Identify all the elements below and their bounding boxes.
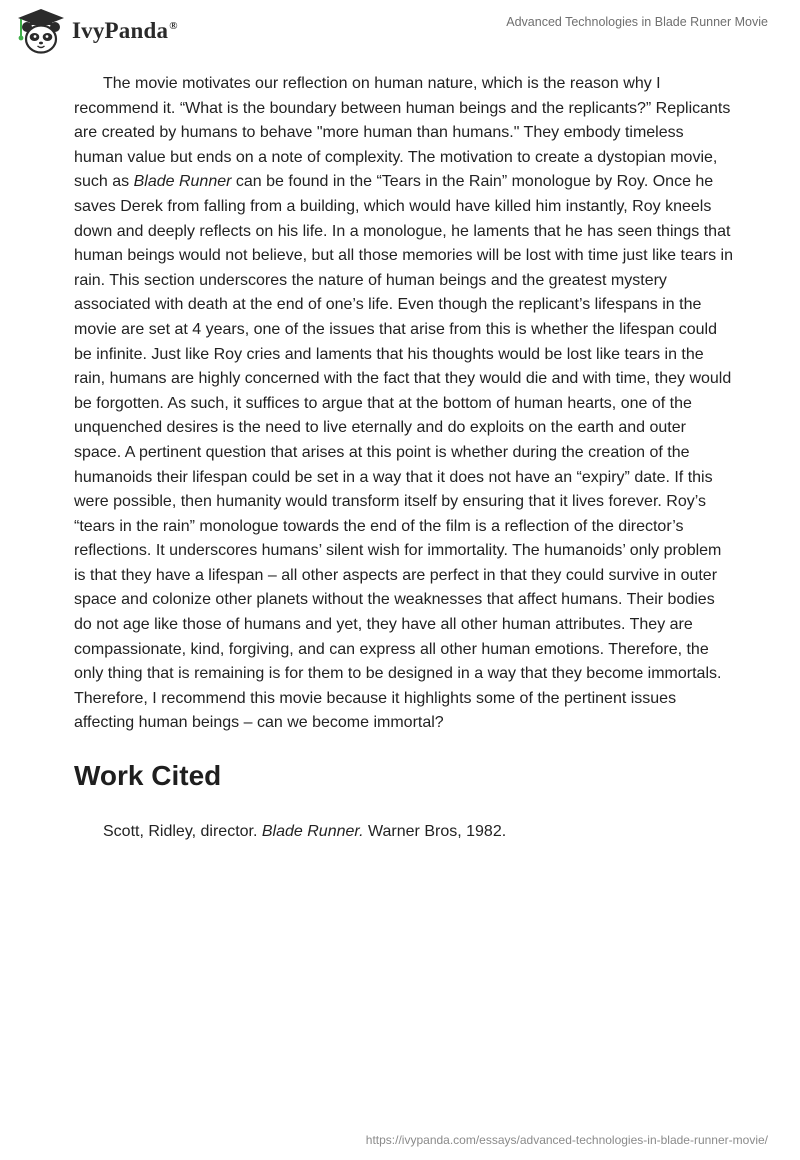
brand-name [72, 18, 178, 44]
document-title: Advanced Technologies in Blade Runner Movie [506, 15, 768, 29]
citation-suffix: Warner Bros, 1982. [363, 823, 507, 841]
works-cited-heading: Work Cited [74, 760, 222, 792]
ivypanda-logo[interactable] [16, 7, 178, 55]
body-paragraph [74, 72, 734, 736]
brand-label: IvyPanda [72, 18, 169, 43]
citation-prefix: Scott, Ridley, director. [103, 823, 262, 841]
paragraph-text-end: can be found in the “Tears in the Rain” monologue by Roy. Once he saves Derek from falling from a building, which would have killed him instantly, Roy kneels down and deeply reflects on his life. In a monologue, he laments that he has seen things that human beings would not believe, but all those memories will be lost with time just like tears in rain. This section underscores the nature of human beings and the greatest mystery associated with death at the end of one’s life. Even though the replicant’s lifespans in the movie are set at 4 years, one of the issues that arise from this is whether the lifespan could be infinite. Just like Roy cries and laments that his thoughts would be lost like tears in the rain, humans are highly concerned with the fact that they would die and with time, they would be forgotten. As such, it suffices to argue that at the bottom of human hearts, one of the unquenched desires is the need to live eternally and do exploits on the earth and outer space. A pertinent question that arises at this point is whether during the creation of the humanoids their lifespan could be set in a way that it does not have an “expiry” date. If this were possible, then humanity would transform itself by ensuring that it lives forever. Roy’s “tears in the rain” monologue towards the end of the film is a reflection of the director’s reflections. It underscores humans’ silent wish for immortality. The humanoids’ only problem is that they have a lifespan – all other aspects are perfect in that they could survive in outer space and colonize other planets without the weaknesses that affect humans. Their bodies do not age like those of humans and yet, they have all other human attributes. They are compassionate, kind, forgiving, and can express all other human emotions. Therefore, the only thing that is remaining is for them to be designed in a way that they become immortals. Therefore, I recommend this movie because it highlights some of the pertinent issues affecting human beings – can we become immortal? [74, 173, 733, 732]
citation-title: Blade Runner. [261, 823, 364, 841]
essay-content [74, 72, 734, 844]
citation-entry [74, 820, 734, 844]
panda-graduate-icon [16, 7, 66, 55]
source-url-link[interactable]: https://ivypanda.com/essays/advanced-technologies-in-blade-runner-movie/ [365, 1133, 768, 1147]
movie-title: Blade Runner [133, 173, 232, 191]
paragraph-text-start: The movie motivates our reflection on human nature, which is the reason why I recommend it. “What is the boundary between human beings and the replicants?” Replicants are created by humans to behave "more human than humans." They embody timeless human value but ends on a note of complexity. The motivation to create a dystopian movie, such as [74, 75, 731, 191]
registered-mark: ® [169, 20, 178, 33]
